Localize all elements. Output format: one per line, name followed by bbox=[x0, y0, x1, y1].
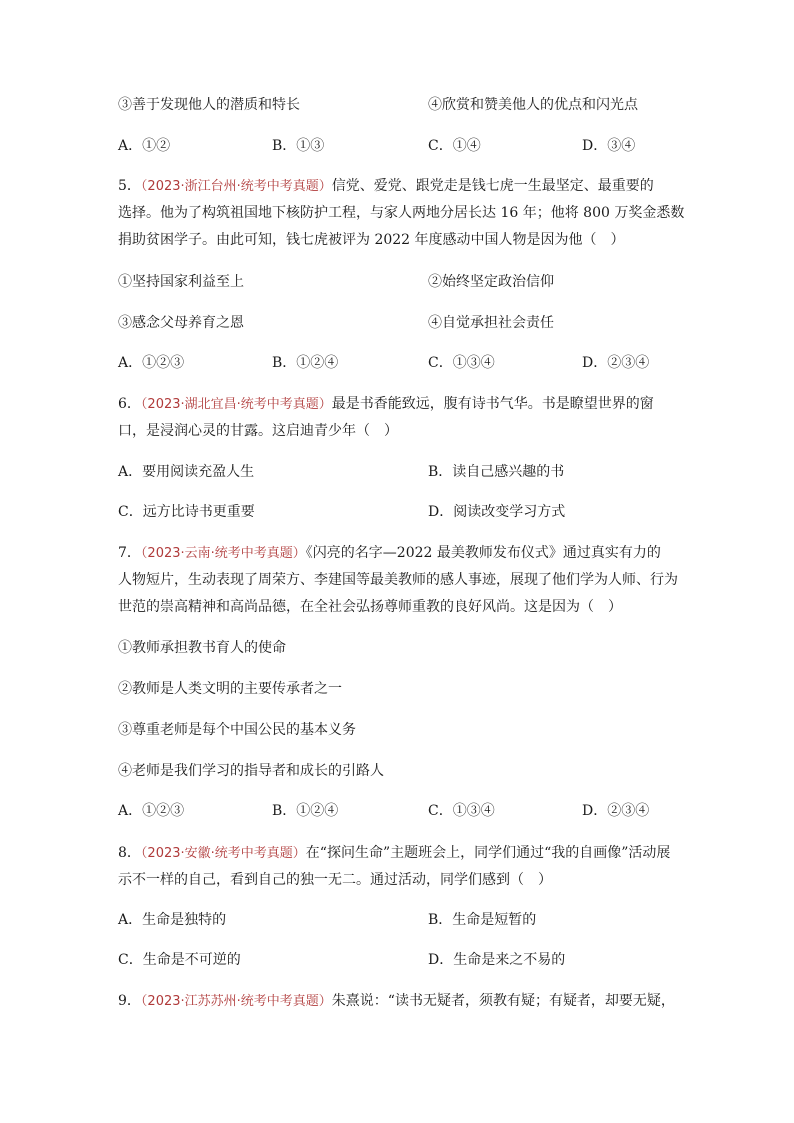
q5-stem-line-2: 选择。他为了构筑祖国地下核防护工程，与家人两地分居长达 16 年；他将 800 万奖金悉数 bbox=[118, 205, 685, 221]
q6-number: 6． bbox=[118, 396, 141, 412]
q9-text-1: 朱熹说：“读书无疑者，须教有疑；有疑者，却要无疑， bbox=[331, 993, 675, 1009]
q6-source: （2023·湖北宜昌·统考中考真题） bbox=[140, 397, 332, 412]
q5-stem-line-1 bbox=[118, 176, 654, 197]
q4-option-b: B．①③ bbox=[272, 138, 325, 154]
q5-item-3: ③感念父母养育之恩 bbox=[118, 315, 244, 331]
q6-option-d: D．阅读改变学习方式 bbox=[428, 504, 566, 520]
q6-option-a: A．要用阅读充盈人生 bbox=[118, 464, 255, 480]
q5-item-1: ①坚持国家利益至上 bbox=[118, 274, 244, 290]
q8-option-a: A．生命是独特的 bbox=[118, 912, 227, 928]
q6-stem-line-1 bbox=[118, 394, 654, 415]
q7-text-1: 《闪亮的名字—2022 最美教师发布仪式》通过真实有力的 bbox=[305, 545, 661, 561]
q6-option-c: C．远方比诗书更重要 bbox=[118, 504, 255, 520]
q7-option-b: B．①②④ bbox=[272, 803, 339, 819]
q8-number: 8． bbox=[118, 845, 141, 861]
q8-stem-line-2: 示不一样的自己，看到自己的独一无二。通过活动，同学们感到（ ） bbox=[118, 872, 552, 888]
q8-source: （2023·安徽·统考中考真题） bbox=[140, 846, 306, 861]
q5-option-c: C．①③④ bbox=[428, 355, 495, 371]
q5-option-d: D．②③④ bbox=[582, 355, 650, 371]
q4-item-3: ③善于发现他人的潜质和特长 bbox=[118, 97, 300, 113]
q9-stem-line-1 bbox=[118, 991, 675, 1012]
q5-stem-line-3: 捐助贫困学子。由此可知，钱七虎被评为 2022 年度感动中国人物是因为他（ ） bbox=[118, 232, 625, 248]
q4-option-d: D．③④ bbox=[582, 138, 636, 154]
q8-stem-line-1 bbox=[118, 843, 670, 864]
q9-number: 9． bbox=[118, 993, 141, 1009]
q4-option-c: C．①④ bbox=[428, 138, 481, 154]
q4-item-4: ④欣赏和赞美他人的优点和闪光点 bbox=[428, 97, 638, 113]
q5-option-b: B．①②④ bbox=[272, 355, 339, 371]
q8-option-b: B．生命是短暂的 bbox=[428, 912, 537, 928]
q7-option-c: C．①③④ bbox=[428, 803, 495, 819]
q7-stem-line-2: 人物短片，生动表现了周荣方、李建国等最美教师的感人事迹，展现了他们学为人师、行为 bbox=[118, 572, 678, 588]
q7-item-3: ③尊重老师是每个中国公民的基本义务 bbox=[118, 722, 356, 738]
q7-number: 7． bbox=[118, 545, 141, 561]
q5-item-2: ②始终坚定政治信仰 bbox=[428, 274, 554, 290]
q9-source: （2023·江苏苏州·统考中考真题） bbox=[140, 994, 332, 1009]
q8-text-1: 在“探问生命”主题班会上，同学们通过“我的自画像”活动展 bbox=[305, 845, 671, 861]
q7-option-d: D．②③④ bbox=[582, 803, 650, 819]
q5-number: 5． bbox=[118, 178, 141, 194]
q8-option-c: C．生命是不可逆的 bbox=[118, 952, 241, 968]
q7-item-1: ①教师承担教书育人的使命 bbox=[118, 640, 286, 656]
q5-option-a: A．①②③ bbox=[118, 355, 185, 371]
q6-option-b: B．读自己感兴趣的书 bbox=[428, 464, 565, 480]
q4-option-a: A．①② bbox=[118, 138, 171, 154]
q8-option-d: D．生命是来之不易的 bbox=[428, 952, 566, 968]
q6-text-1: 最是书香能致远，腹有诗书气华。书是瞭望世界的窗 bbox=[331, 396, 654, 412]
q7-option-a: A．①②③ bbox=[118, 803, 185, 819]
q7-source: （2023·云南·统考中考真题） bbox=[140, 546, 306, 561]
q6-stem-line-2: 口，是浸润心灵的甘露。这启迪青少年（ ） bbox=[118, 423, 398, 439]
q7-stem-line-3: 世范的崇高精神和高尚品德，在全社会弘扬尊师重教的良好风尚。这是因为（ ） bbox=[118, 599, 622, 615]
q5-item-4: ④自觉承担社会责任 bbox=[428, 315, 554, 331]
q5-source: （2023·浙江台州·统考中考真题） bbox=[140, 179, 332, 194]
q7-stem-line-1 bbox=[118, 543, 661, 564]
q7-item-4: ④老师是我们学习的指导者和成长的引路人 bbox=[118, 763, 384, 779]
q7-item-2: ②教师是人类文明的主要传承者之一 bbox=[118, 681, 342, 697]
q5-text-1: 信党、爱党、跟党走是钱七虎一生最坚定、最重要的 bbox=[331, 178, 654, 194]
